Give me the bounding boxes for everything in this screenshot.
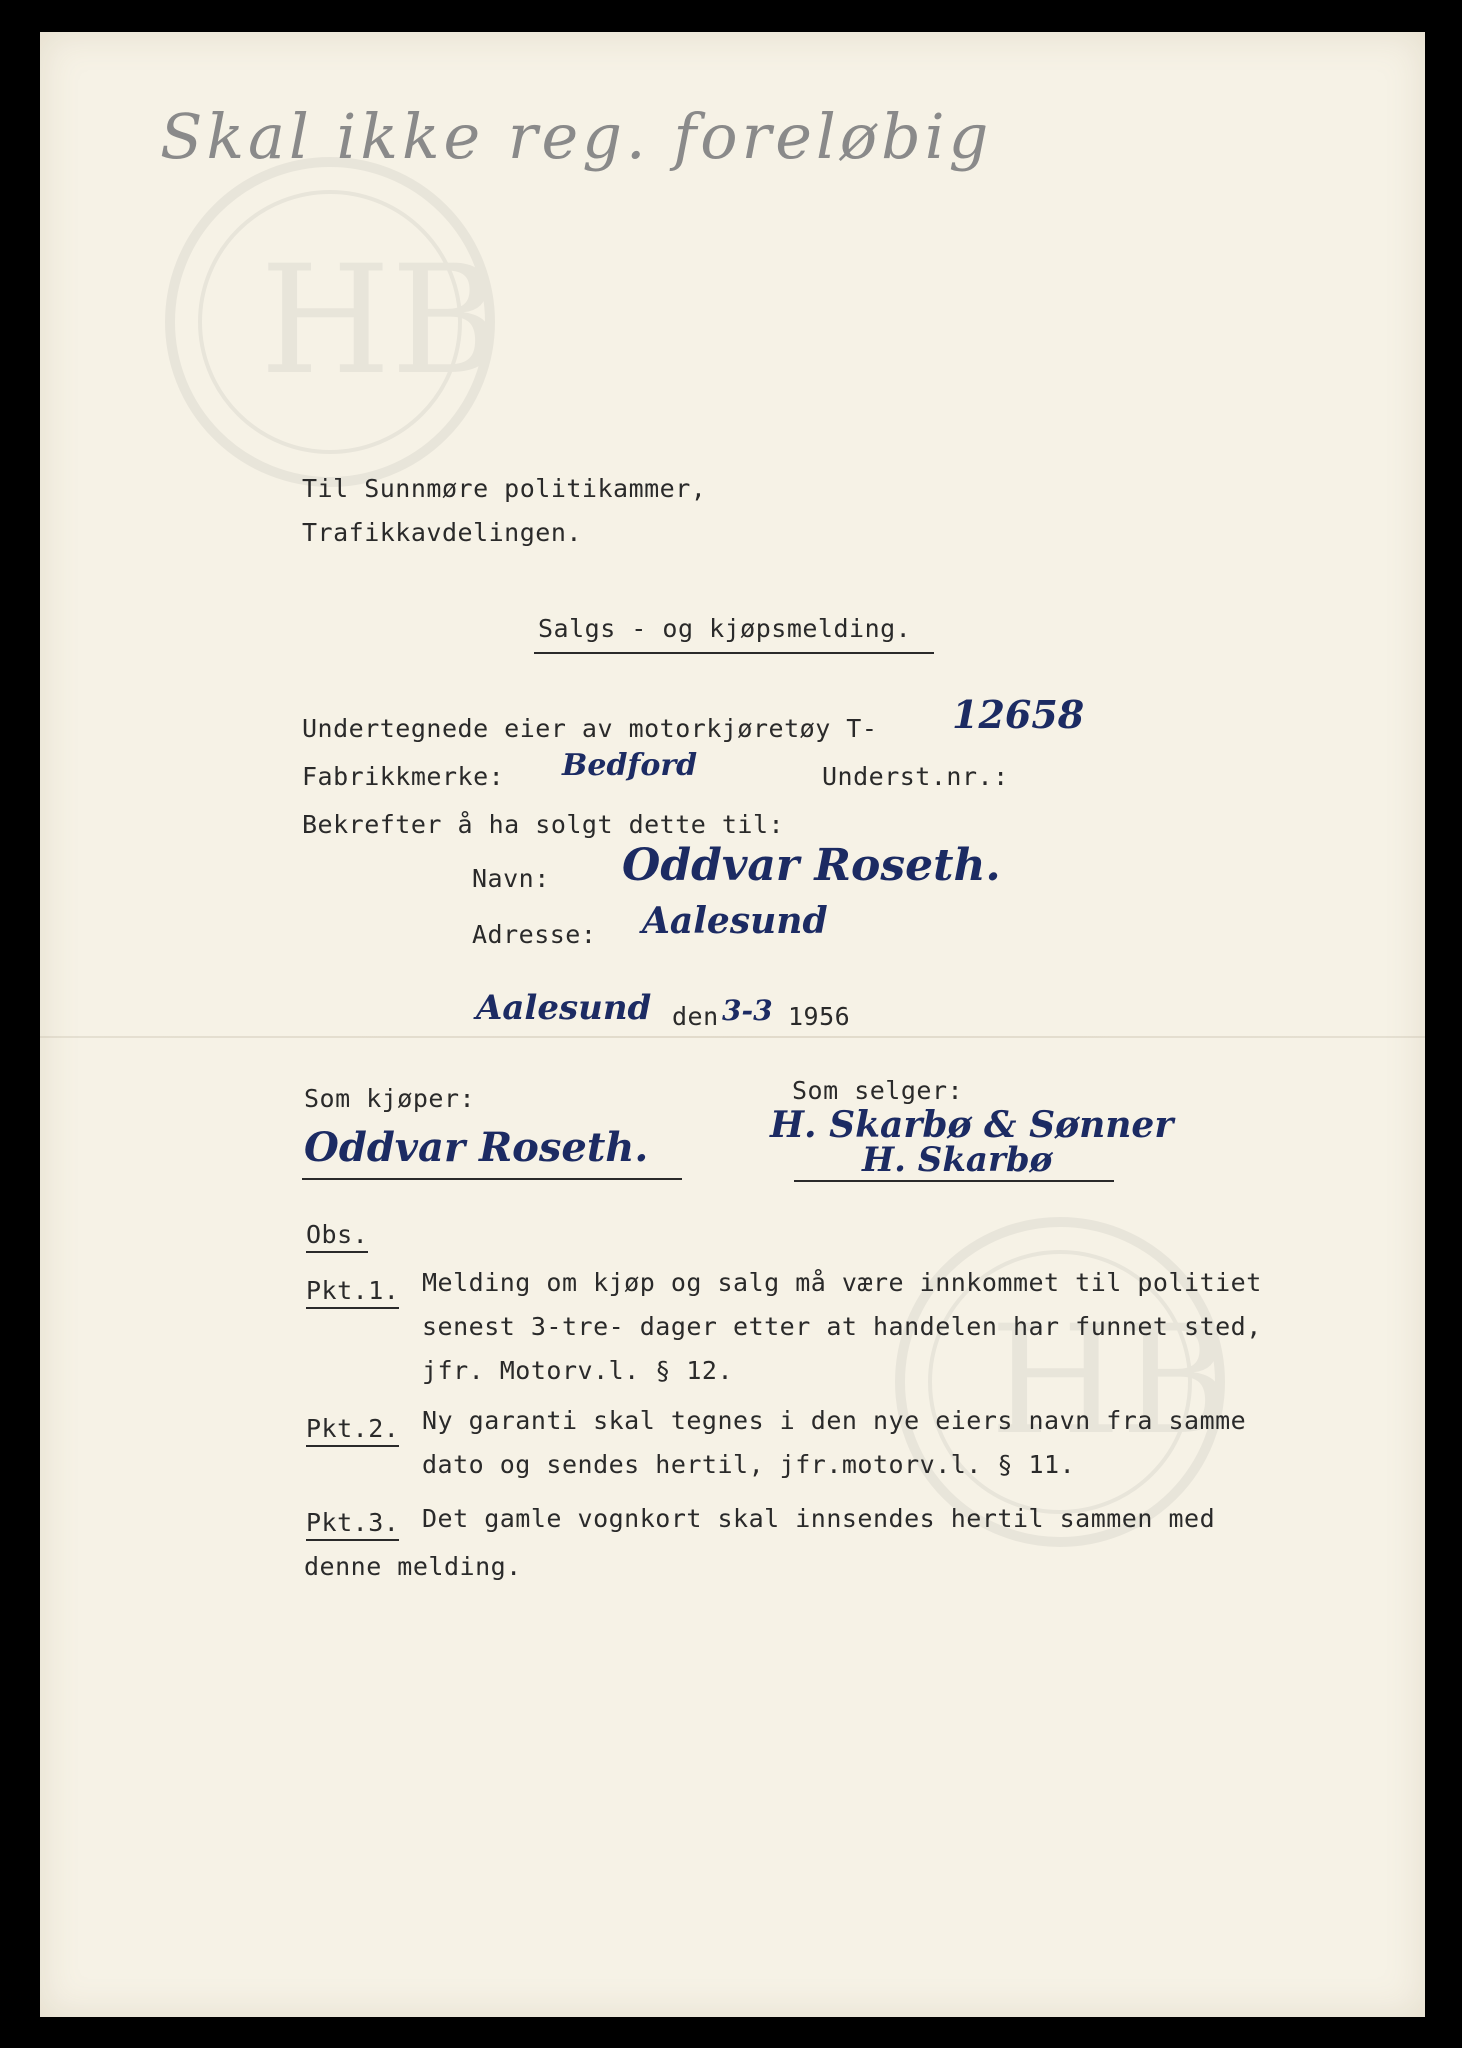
- buyer-signature: Oddvar Roseth.: [304, 1124, 649, 1171]
- vehicle-number: 12658: [952, 692, 1085, 737]
- seller-label: Som selger:: [792, 1076, 964, 1105]
- date-label: den: [672, 1002, 719, 1031]
- make-label: Fabrikkmerke:: [302, 762, 505, 791]
- address-value: Aalesund: [642, 900, 828, 942]
- make-value: Bedford: [562, 748, 698, 783]
- document-page: [40, 32, 1425, 2017]
- note-1-label: Pkt.1.: [306, 1276, 399, 1309]
- title-underline: [534, 652, 934, 654]
- watermark-monogram-top: [150, 142, 510, 502]
- seller-signature-line: [794, 1180, 1114, 1182]
- note-3-line-1: Det gamle vognkort skal innsendes hertil sammen med: [422, 1504, 1216, 1533]
- date-value: 3-3: [722, 994, 773, 1027]
- date-year: 1956: [788, 1002, 851, 1031]
- confirm-label: Bekrefter å ha solgt dette til:: [302, 810, 785, 839]
- pencil-note: Skal ikke reg. foreløbig: [160, 100, 993, 173]
- owner-label: Undertegnede eier av motorkjøretøy T-: [302, 714, 878, 743]
- seller-signature-name: H. Skarbø: [862, 1140, 1053, 1180]
- buyer-label: Som kjøper:: [304, 1084, 476, 1113]
- buyer-signature-line: [302, 1178, 682, 1180]
- place-value: Aalesund: [476, 988, 652, 1028]
- address-label: Adresse:: [472, 920, 597, 949]
- svg-text:HB: HB: [260, 234, 502, 408]
- addressee-line-1: Til Sunnmøre politikammer,: [302, 474, 707, 503]
- note-2-label: Pkt.2.: [306, 1414, 399, 1447]
- form-title: Salgs - og kjøpsmelding.: [538, 614, 912, 643]
- note-1-line-1: Melding om kjøp og salg må være innkommet til politiet: [422, 1268, 1262, 1297]
- notes-heading: Obs.: [306, 1220, 368, 1253]
- paper-fold: [40, 1036, 1425, 1038]
- note-3-line-2: denne melding.: [304, 1552, 522, 1581]
- note-1-line-2: senest 3-tre- dager etter at handelen har funnet sted,: [422, 1312, 1262, 1341]
- note-2-line-1: Ny garanti skal tegnes i den nye eiers navn fra samme: [422, 1406, 1247, 1435]
- note-3-label: Pkt.3.: [306, 1508, 399, 1541]
- buyer-name-value: Oddvar Roseth.: [622, 840, 1001, 891]
- svg-text:HB: HB: [990, 1294, 1232, 1468]
- seller-signature-company: H. Skarbø & Sønner: [770, 1104, 1174, 1146]
- note-2-line-2: dato og sendes hertil, jfr.motorv.l. § 11.: [422, 1450, 1076, 1479]
- note-1-line-3: jfr. Motorv.l. § 12.: [422, 1356, 734, 1385]
- addressee-line-2: Trafikkavdelingen.: [302, 518, 582, 547]
- name-label: Navn:: [472, 864, 550, 893]
- chassis-label: Underst.nr.:: [822, 762, 1009, 791]
